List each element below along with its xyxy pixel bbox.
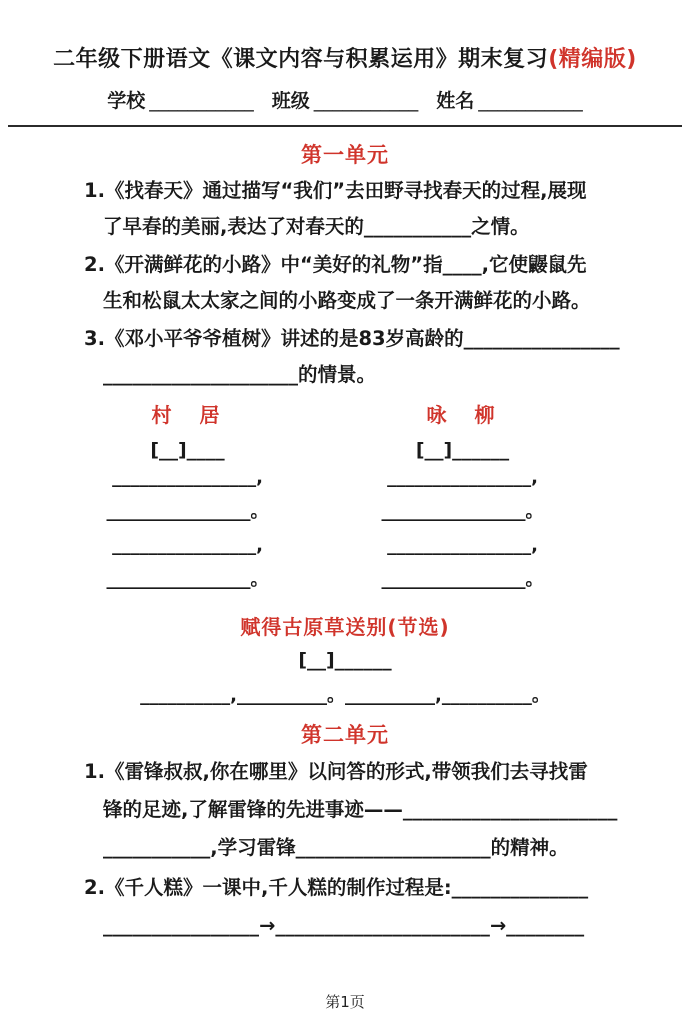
poem-yongliu-author-blank: [__]______	[415, 439, 510, 461]
poem-blank-row: ________________,	[112, 535, 263, 556]
student-info-line	[0, 86, 690, 113]
poem-blank-row: __________,__________。__________,__________。	[140, 685, 550, 706]
question-item	[84, 321, 634, 393]
question-item	[84, 869, 634, 945]
unit2-heading: 第二单元	[301, 723, 389, 747]
class-label: 班级	[271, 90, 310, 112]
question-line: 生和松鼠太太家之间的小路变成了一条开满鲜花的小路。	[103, 289, 591, 312]
question-line: 3.《邓小平爷爷植树》讲述的是83岁高龄的________________	[84, 327, 620, 350]
poem-excerpt	[0, 611, 690, 707]
unit1-question-list	[0, 173, 690, 393]
question-line: 2.《开满鲜花的小路》中“美好的礼物”指____,它使鼹鼠先	[84, 253, 587, 276]
poem-excerpt-author-blank: [__]______	[298, 649, 392, 671]
class-blank: ___________	[313, 90, 419, 112]
name-blank: ___________	[478, 90, 583, 112]
question-item	[84, 173, 634, 245]
poem-cunju-title: 村 居	[151, 403, 224, 427]
poem-yongliu	[325, 399, 600, 597]
poem-cunju-author-blank: [__]____	[150, 439, 225, 461]
question-line: 锋的足迹,了解雷锋的先进事迹——______________________	[103, 798, 618, 821]
page-number: 第1页	[325, 993, 365, 1011]
poem-blank-row: ________________。	[381, 501, 544, 522]
poem-blank-row: ________________,	[112, 467, 263, 488]
poem-cunju	[50, 399, 325, 597]
question-item	[84, 247, 634, 319]
question-line: ________________→______________________→________	[103, 914, 585, 937]
poem-excerpt-title: 赋得古原草送别(节选)	[240, 615, 450, 639]
question-line: 1.《找春天》通过描写“我们”去田野寻找春天的过程,展现	[84, 179, 587, 202]
poems-two-column	[0, 399, 690, 597]
edition-tag: (精编版)	[548, 47, 637, 72]
school-label: 学校	[107, 90, 146, 112]
school-blank: ___________	[149, 90, 254, 112]
question-line: 了早春的美丽,表达了对春天的___________之情。	[103, 215, 530, 238]
page-title-main: 二年级下册语文《课文内容与积累运用》期末复习	[53, 47, 549, 72]
poem-blank-row: ________________,	[387, 535, 538, 556]
question-line: ____________________的情景。	[103, 363, 377, 386]
unit2-question-list	[0, 753, 690, 945]
poem-blank-row: ________________。	[106, 569, 269, 590]
page-title	[0, 0, 690, 73]
poem-blank-row: ________________。	[106, 501, 269, 522]
poem-yongliu-title: 咏 柳	[426, 403, 499, 427]
question-line: 1.《雷锋叔叔,你在哪里》以问答的形式,带领我们去寻找雷	[84, 760, 588, 783]
unit1-heading: 第一单元	[301, 143, 389, 167]
question-line: 2.《千人糕》一课中,千人糕的制作过程是:______________	[84, 876, 589, 899]
question-item	[84, 753, 634, 867]
poem-blank-row: ________________。	[381, 569, 544, 590]
name-label: 姓名	[436, 90, 475, 112]
poem-blank-row: ________________,	[387, 467, 538, 488]
header-divider	[8, 125, 682, 127]
question-line: ___________,学习雷锋____________________的精神。	[103, 836, 569, 859]
